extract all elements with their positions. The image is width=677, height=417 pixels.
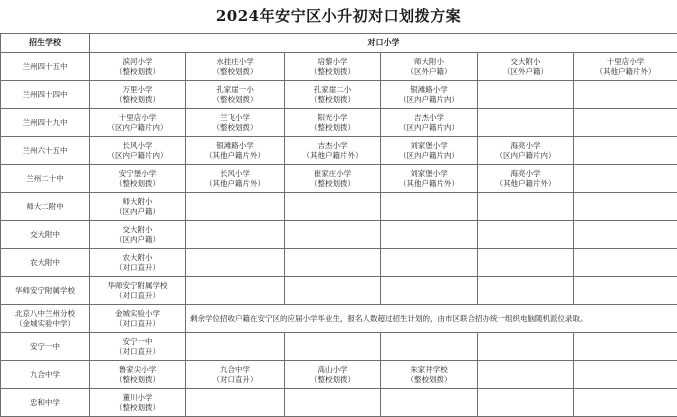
feeder-school-cell[interactable]: [285, 333, 381, 361]
cell-line-note: （整校划拨）: [186, 67, 284, 77]
cell-line-note: （对口直升）: [90, 291, 185, 301]
cell-line-name: 九合中学: [1, 370, 89, 380]
school-name-cell[interactable]: [1, 81, 90, 109]
cell-line-name: 华师安宁附属学校: [1, 286, 89, 296]
cell-line-note: （对口直升）: [186, 375, 284, 385]
cell-line-name: 孔家崖一小: [186, 85, 284, 95]
cell-line-name: 兰飞小学: [186, 113, 284, 123]
cell-line-name: 银滩路小学: [186, 141, 284, 151]
cell-line-note: （整校划拨）: [186, 123, 284, 133]
page-title: 2024年安宁区小升初对口划拨方案: [0, 0, 677, 33]
cell-line-note: （其他户籍片外）: [186, 179, 284, 189]
table-row: [1, 165, 677, 193]
cell-line-note: （整校划拨）: [90, 179, 185, 189]
feeder-school-cell[interactable]: [186, 389, 285, 417]
cell-line-name: 师大附小: [381, 57, 477, 67]
allocation-table: [0, 33, 677, 417]
feeder-school-cell[interactable]: [285, 81, 381, 109]
cell-line-name: 北京八中兰州分校: [1, 309, 89, 319]
cell-line-name: 兰州六十五中: [1, 146, 89, 156]
feeder-school-cell[interactable]: [381, 193, 478, 221]
feeder-school-cell[interactable]: [574, 81, 677, 109]
feeder-school-cell[interactable]: [285, 165, 381, 193]
feeder-school-cell[interactable]: [381, 361, 478, 389]
feeder-school-cell[interactable]: [478, 249, 574, 277]
feeder-school-cell[interactable]: [478, 389, 574, 417]
feeder-school-cell[interactable]: [90, 361, 186, 389]
cell-line-note: （整校划拨）: [90, 403, 185, 413]
feeder-school-cell[interactable]: [186, 277, 285, 305]
feeder-school-cell[interactable]: [574, 193, 677, 221]
cell-line-name: 兰州四十四中: [1, 90, 89, 100]
feeder-school-cell[interactable]: [285, 389, 381, 417]
school-name-cell[interactable]: [1, 165, 90, 193]
cell-line-note: （其他户籍片外）: [186, 151, 284, 161]
feeder-school-cell[interactable]: [381, 109, 478, 137]
cell-line-note: （整校划拨）: [285, 123, 380, 133]
cell-line-note: （整校划拨）: [285, 375, 380, 385]
cell-line-name: 兰州四十九中: [1, 118, 89, 128]
feeder-school-cell[interactable]: [186, 165, 285, 193]
feeder-school-cell[interactable]: [90, 193, 186, 221]
cell-line-note: （区内户籍片内）: [90, 123, 185, 133]
cell-line-name: 崔家庄小学: [285, 169, 380, 179]
cell-line-note: （区内户籍片内）: [381, 123, 477, 133]
cell-line-name: 滨河小学: [90, 57, 185, 67]
feeder-school-cell[interactable]: [90, 137, 186, 165]
cell-line-name: 安宁堡小学: [90, 169, 185, 179]
feeder-school-cell[interactable]: [90, 305, 186, 333]
feeder-school-cell[interactable]: [285, 137, 381, 165]
feeder-school-cell[interactable]: [186, 137, 285, 165]
cell-line-name: 兰州四十五中: [1, 62, 89, 72]
table-row: [1, 333, 677, 361]
table-row: [1, 53, 677, 81]
feeder-school-cell[interactable]: [381, 221, 478, 249]
feeder-school-cell[interactable]: [574, 249, 677, 277]
feeder-school-cell[interactable]: [574, 137, 677, 165]
cell-line-note: （整校划拨）: [285, 95, 380, 105]
cell-line-name: 鲁家尖小学: [90, 365, 185, 375]
feeder-school-cell[interactable]: [285, 109, 381, 137]
cell-line-name: 吉杰小学: [381, 113, 477, 123]
feeder-school-cell[interactable]: [574, 389, 677, 417]
cell-line-name: 忠和中学: [1, 398, 89, 408]
feeder-school-cell[interactable]: [574, 277, 677, 305]
header-feeder: 对口小学: [90, 34, 677, 53]
school-name-cell[interactable]: [1, 137, 90, 165]
cell-line-name: 兰州二十中: [1, 174, 89, 184]
cell-line-note: （整校划拨）: [285, 67, 380, 77]
feeder-school-cell[interactable]: [90, 389, 186, 417]
feeder-school-cell[interactable]: [90, 109, 186, 137]
cell-line-name: 孔家崖二小: [285, 85, 380, 95]
cell-line-note: （整校划拨）: [285, 179, 380, 189]
cell-line-name: 董川小学: [90, 393, 185, 403]
cell-line-name: 朱家井学校: [381, 365, 477, 375]
cell-line-note: （整校划拨）: [90, 375, 185, 385]
cell-line-note: （区内户籍片内）: [381, 95, 477, 105]
cell-line-note: （区内户籍片内）: [90, 151, 185, 161]
cell-line-name: 十里店小学: [574, 57, 677, 67]
cell-line-note: （对口直升）: [90, 319, 185, 329]
feeder-school-cell[interactable]: [478, 109, 574, 137]
table-row: [1, 109, 677, 137]
cell-line-note: （整校划拨）: [186, 95, 284, 105]
feeder-school-cell[interactable]: [478, 81, 574, 109]
feeder-school-cell[interactable]: [186, 249, 285, 277]
cell-line-name: 农大附小: [90, 253, 185, 263]
feeder-school-cell[interactable]: [381, 53, 478, 81]
school-name-cell[interactable]: [1, 305, 90, 333]
header-school: 招生学校: [1, 34, 90, 53]
table-row: [1, 81, 677, 109]
table-row: [1, 277, 677, 305]
cell-line-note: （其他户籍片外）: [574, 67, 677, 77]
cell-line-name: 刘家堡小学: [381, 169, 477, 179]
feeder-school-cell[interactable]: [90, 249, 186, 277]
cell-line-name: 阳光小学: [285, 113, 380, 123]
feeder-school-cell[interactable]: [285, 53, 381, 81]
cell-line-note: （区外户籍）: [478, 67, 573, 77]
feeder-school-cell[interactable]: [574, 165, 677, 193]
feeder-school-cell[interactable]: [186, 221, 285, 249]
cell-line-note: （区内户籍）: [90, 207, 185, 217]
cell-line-name: 高山小学: [285, 365, 380, 375]
feeder-school-cell[interactable]: [186, 361, 285, 389]
table-row: [1, 361, 677, 389]
table-row: [1, 389, 677, 417]
feeder-school-cell[interactable]: [186, 333, 285, 361]
feeder-school-cell[interactable]: [381, 81, 478, 109]
feeder-school-cell[interactable]: [478, 53, 574, 81]
school-name-cell[interactable]: [1, 333, 90, 361]
school-name-cell[interactable]: [1, 193, 90, 221]
feeder-school-cell[interactable]: [574, 361, 677, 389]
cell-line-note: （区内户籍）: [90, 235, 185, 245]
feeder-school-cell[interactable]: [478, 193, 574, 221]
feeder-school-cell[interactable]: [90, 53, 186, 81]
feeder-school-cell[interactable]: [186, 109, 285, 137]
cell-line-name: 交大附小: [478, 57, 573, 67]
feeder-school-cell[interactable]: [381, 389, 478, 417]
feeder-school-cell[interactable]: [90, 221, 186, 249]
cell-line-name: 安宁一中: [90, 337, 185, 347]
cell-line-name: 师大二附中: [1, 202, 89, 212]
cell-line-name: 九合中学: [186, 365, 284, 375]
feeder-school-cell[interactable]: [381, 277, 478, 305]
school-name-cell[interactable]: [1, 277, 90, 305]
feeder-school-cell[interactable]: [381, 165, 478, 193]
cell-line-note: （整校划拨）: [381, 375, 477, 385]
feeder-school-cell[interactable]: [381, 249, 478, 277]
feeder-school-cell[interactable]: [285, 277, 381, 305]
cell-line-name: 刘家堡小学: [381, 141, 477, 151]
school-name-cell[interactable]: [1, 389, 90, 417]
cell-line-note: （区外户籍）: [381, 67, 477, 77]
cell-line-name: 十里店小学: [90, 113, 185, 123]
table-row: [1, 193, 677, 221]
feeder-school-cell[interactable]: [478, 165, 574, 193]
cell-line-note: （对口直升）: [90, 263, 185, 273]
feeder-school-cell[interactable]: [285, 221, 381, 249]
cell-line-name: 交大附中: [1, 230, 89, 240]
cell-line-name: 吉杰小学: [285, 141, 380, 151]
cell-line-name: 安宁一中: [1, 342, 89, 352]
cell-line-note: （对口直升）: [90, 347, 185, 357]
feeder-school-cell[interactable]: [478, 361, 574, 389]
cell-line-name: 长风小学: [186, 169, 284, 179]
feeder-school-cell[interactable]: [478, 277, 574, 305]
school-name-cell[interactable]: [1, 53, 90, 81]
feeder-school-cell[interactable]: [186, 81, 285, 109]
cell-line-note: （区内户籍片内）: [381, 151, 477, 161]
cell-line-name: 海亮小学: [478, 169, 573, 179]
feeder-school-cell[interactable]: [285, 193, 381, 221]
table-row: [1, 137, 677, 165]
cell-line-note: （整校划拨）: [90, 95, 185, 105]
cell-line-name: 万里小学: [90, 85, 185, 95]
feeder-school-cell[interactable]: [186, 53, 285, 81]
cell-line-note: （其他户籍片外）: [478, 179, 573, 189]
school-name-cell[interactable]: [1, 221, 90, 249]
feeder-school-cell[interactable]: [478, 333, 574, 361]
cell-line-note: （金城实验中学）: [1, 319, 89, 329]
feeder-school-cell[interactable]: [478, 221, 574, 249]
cell-line-name: 银滩路小学: [381, 85, 477, 95]
feeder-school-cell[interactable]: [574, 221, 677, 249]
feeder-school-cell[interactable]: [381, 333, 478, 361]
feeder-school-cell[interactable]: [90, 333, 186, 361]
cell-line-name: 培黎小学: [285, 57, 380, 67]
cell-line-name: 农大附中: [1, 258, 89, 268]
cell-line-name: 海亮小学: [478, 141, 573, 151]
feeder-school-cell[interactable]: [381, 137, 478, 165]
cell-line-name: 长风小学: [90, 141, 185, 151]
feeder-school-cell[interactable]: [90, 165, 186, 193]
feeder-school-cell[interactable]: [90, 277, 186, 305]
feeder-school-cell[interactable]: [574, 109, 677, 137]
cell-line-name: 金城实验小学: [90, 309, 185, 319]
feeder-school-cell[interactable]: [285, 361, 381, 389]
feeder-school-cell[interactable]: [574, 333, 677, 361]
feeder-school-cell[interactable]: [285, 249, 381, 277]
feeder-school-cell[interactable]: [186, 193, 285, 221]
cell-line-name: 交大附小: [90, 225, 185, 235]
cell-line-name: 师大附小: [90, 197, 185, 207]
lottery-note-cell[interactable]: 剩余学位招收户籍在安宁区的应届小学毕业生，报名人数超过招生计划的，由市区联合招办统一组织电脑随机派位录取。: [186, 305, 677, 333]
cell-line-note: （整校划拨）: [90, 67, 185, 77]
school-name-cell[interactable]: [1, 361, 90, 389]
cell-line-name: 水挂庄小学: [186, 57, 284, 67]
table-row: [1, 221, 677, 249]
school-name-cell[interactable]: [1, 109, 90, 137]
table-row: [1, 305, 677, 333]
cell-line-note: （其他户籍片外）: [381, 179, 477, 189]
school-name-cell[interactable]: [1, 249, 90, 277]
feeder-school-cell[interactable]: [574, 53, 677, 81]
cell-line-note: （区内户籍片内）: [478, 151, 573, 161]
feeder-school-cell[interactable]: [478, 137, 574, 165]
cell-line-name: 华师安宁附属学校: [90, 281, 185, 291]
table-row: [1, 249, 677, 277]
feeder-school-cell[interactable]: [90, 81, 186, 109]
cell-line-note: （其他户籍片外）: [285, 151, 380, 161]
